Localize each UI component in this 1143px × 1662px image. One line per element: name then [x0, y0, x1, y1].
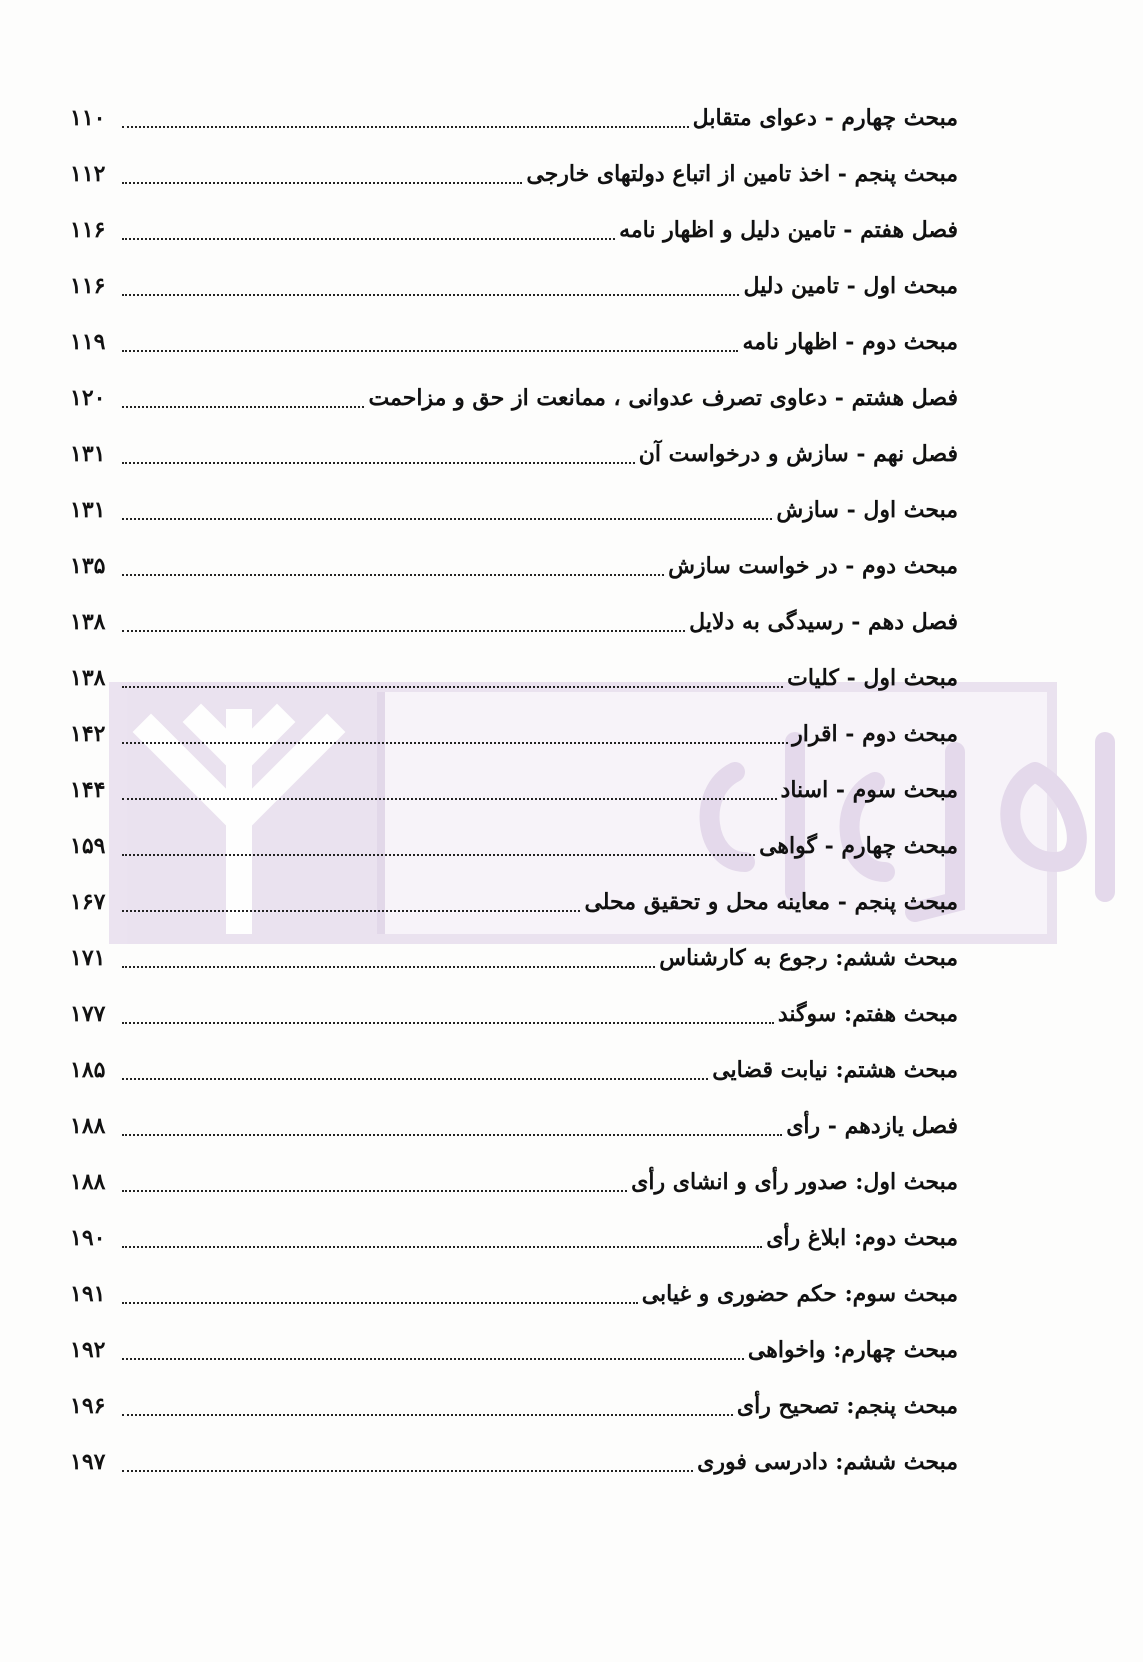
toc-entry [70, 322, 958, 362]
toc-entry-title: فصل هفتم - تامین دلیل و اظهار نامه [619, 217, 958, 243]
toc-dot-leader [122, 1301, 638, 1304]
toc-dot-leader [122, 685, 783, 688]
toc-entry-page: ۱۳۸ [70, 609, 106, 635]
toc-entry-title: مبحث پنجم - معاینه محل و تحقیق محلی [584, 889, 958, 915]
toc-dot-leader [122, 853, 755, 856]
toc-entry [70, 770, 958, 810]
toc-entry-title: مبحث پنجم: تصحیح رأی [736, 1393, 958, 1419]
toc-entry-page: ۱۱۶ [70, 217, 106, 243]
toc-entry-page: ۱۸۸ [70, 1113, 106, 1139]
toc-entry-page: ۱۹۲ [70, 1337, 106, 1363]
toc-entry-page: ۱۳۸ [70, 665, 106, 691]
toc-dot-leader [122, 1413, 733, 1416]
toc-entry-page: ۱۳۱ [70, 497, 106, 523]
toc-entry [70, 154, 958, 194]
toc-dot-leader [122, 1245, 762, 1248]
toc-entry [70, 266, 958, 306]
toc-entry-title: فصل یازدهم - رأی [786, 1113, 958, 1139]
toc-entry [70, 1106, 958, 1146]
toc-entry-title: مبحث ششم: رجوع به کارشناس [659, 945, 958, 971]
toc-entry-page: ۱۶۷ [70, 889, 106, 915]
toc-dot-leader [122, 797, 777, 800]
toc-entry-title: مبحث دوم - در خواست سازش [668, 553, 958, 579]
toc-entry-title: مبحث اول - تامین دلیل [743, 273, 958, 299]
toc-entry-title: مبحث هشتم: نیابت قضایی [712, 1057, 958, 1083]
toc-dot-leader [122, 1077, 708, 1080]
toc-entry-page: ۱۲۰ [70, 385, 106, 411]
toc-entry [70, 1162, 958, 1202]
toc-entry-page: ۱۷۱ [70, 945, 106, 971]
toc-entry-page: ۱۱۹ [70, 329, 106, 355]
toc-entry [70, 1050, 958, 1090]
toc-entry-title: فصل نهم - سازش و درخواست آن [638, 441, 958, 467]
toc-dot-leader [122, 965, 655, 968]
toc-entry-page: ۱۸۸ [70, 1169, 106, 1195]
toc-entry-page: ۱۷۷ [70, 1001, 106, 1027]
toc-entry-title: فصل دهم - رسیدگی به دلایل [689, 609, 958, 635]
toc-dot-leader [122, 1357, 744, 1360]
toc-dot-leader [122, 125, 689, 128]
toc-dot-leader [122, 741, 788, 744]
toc-entry-page: ۱۹۶ [70, 1393, 106, 1419]
toc-entry-title: مبحث اول - کلیات [787, 665, 958, 691]
toc-dot-leader [122, 909, 580, 912]
toc-entry [70, 98, 958, 138]
toc-entry [70, 714, 958, 754]
toc-entry-title: مبحث چهارم - گواهی [759, 833, 958, 859]
toc-entry-title: مبحث اول: صدور رأی و انشای رأی [631, 1169, 958, 1195]
toc-entry-page: ۱۸۵ [70, 1057, 106, 1083]
toc-entry [70, 1386, 958, 1426]
toc-entry-page: ۱۱۲ [70, 161, 106, 187]
toc-dot-leader [122, 237, 615, 240]
toc-entry-title: مبحث سوم: حکم حضوری و غیابی [641, 1281, 958, 1307]
toc-entry-page: ۱۳۱ [70, 441, 106, 467]
toc-entry-page: ۱۹۰ [70, 1225, 106, 1251]
toc-entry-title: مبحث چهارم - دعوای متقابل [692, 105, 958, 131]
toc-entry [70, 938, 958, 978]
toc-entry [70, 602, 958, 642]
toc-dot-leader [122, 1133, 782, 1136]
toc-entry-title: مبحث هفتم: سوگند [777, 1001, 958, 1027]
toc-entry-title: فصل هشتم - دعاوی تصرف عدوانی ، ممانعت از حق و مزاحمت [368, 385, 958, 411]
toc-entry-title: مبحث چهارم: واخواهی [747, 1337, 958, 1363]
toc-entry [70, 658, 958, 698]
toc-entry-page: ۱۳۵ [70, 553, 106, 579]
toc-entry-title: مبحث دوم - اظهار نامه [742, 329, 958, 355]
toc-dot-leader [122, 1469, 693, 1472]
toc-dot-leader [122, 629, 685, 632]
toc-dot-leader [122, 461, 635, 464]
toc-entry [70, 994, 958, 1034]
toc-entry-page: ۱۱۶ [70, 273, 106, 299]
toc-entry [70, 1274, 958, 1314]
toc-entry-page: ۱۴۴ [70, 777, 106, 803]
toc-entry-page: ۱۴۲ [70, 721, 106, 747]
toc-entry [70, 1218, 958, 1258]
toc-entry [70, 1442, 958, 1482]
toc-dot-leader [122, 1189, 627, 1192]
toc-entry [70, 378, 958, 418]
toc-dot-leader [122, 1021, 774, 1024]
toc-dot-leader [122, 405, 364, 408]
toc-entry-title: مبحث دوم: ابلاغ رأی [766, 1225, 958, 1251]
toc-dot-leader [122, 349, 738, 352]
toc-entry [70, 826, 958, 866]
toc-entry-page: ۱۹۱ [70, 1281, 106, 1307]
toc-entry-page: ۱۵۹ [70, 833, 106, 859]
toc-entry-title: مبحث پنجم - اخذ تامین از اتباع دولتهای خارجی [526, 161, 958, 187]
toc-entry-title: مبحث اول - سازش [776, 497, 958, 523]
toc-dot-leader [122, 293, 739, 296]
toc-entry [70, 882, 958, 922]
toc-entry-title: مبحث ششم: دادرسی فوری [697, 1449, 958, 1475]
toc-dot-leader [122, 573, 664, 576]
toc-entry-page: ۱۹۷ [70, 1449, 106, 1475]
toc-dot-leader [122, 181, 522, 184]
toc-entry-title: مبحث سوم - اسناد [780, 777, 958, 803]
toc-entry-title: مبحث دوم - اقرار [792, 721, 958, 747]
toc-entry [70, 490, 958, 530]
toc-entry [70, 210, 958, 250]
toc-dot-leader [122, 517, 772, 520]
toc-entry [70, 1330, 958, 1370]
toc-entry [70, 434, 958, 474]
toc-entry-page: ۱۱۰ [70, 105, 106, 131]
toc-entry [70, 546, 958, 586]
